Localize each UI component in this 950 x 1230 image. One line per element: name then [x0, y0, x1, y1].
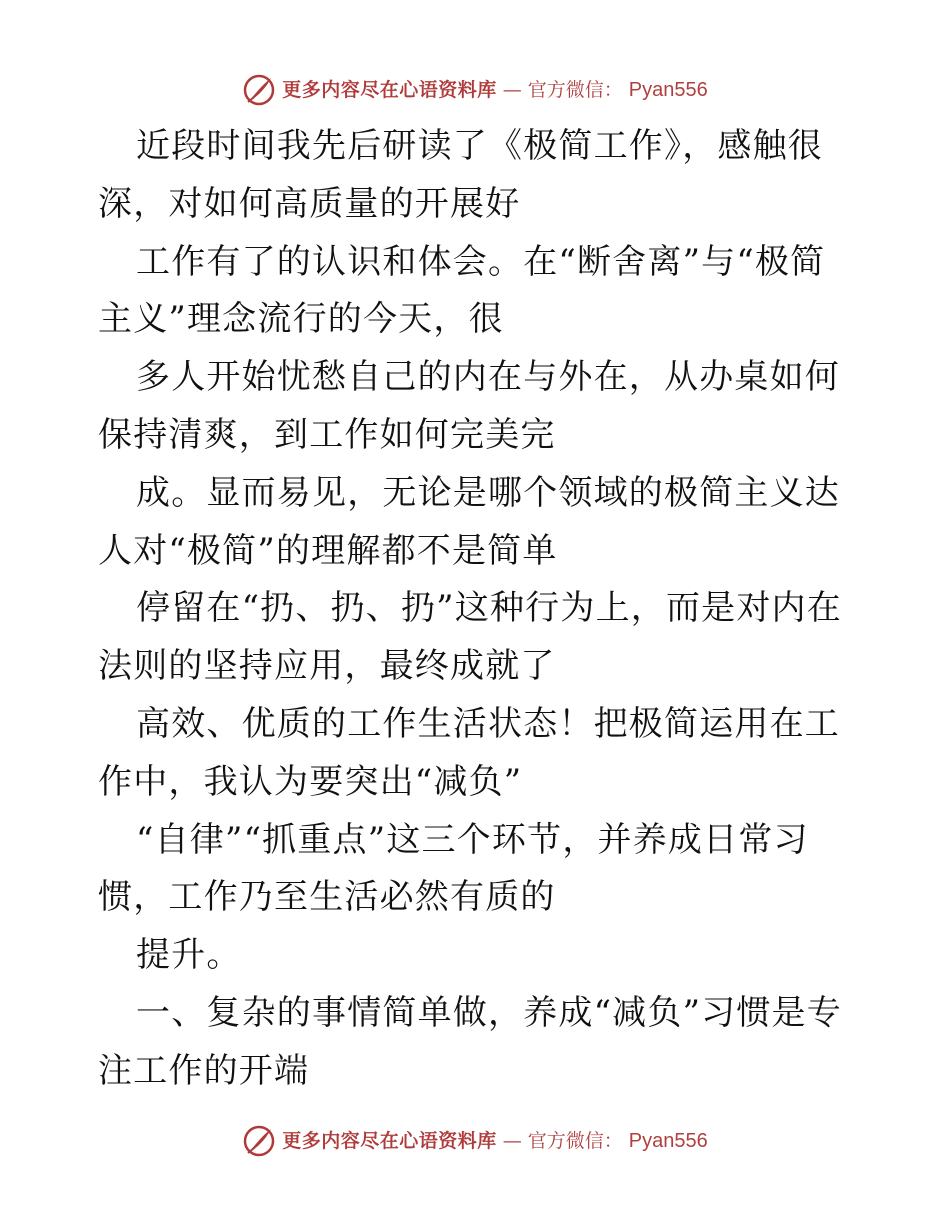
paragraph-4 [98, 465, 853, 581]
paragraph-5-line-1: 停留在“扔、扔、扔”这种行为上，而是对内在 [136, 588, 842, 629]
paragraph-8-line-1: 提升。 [136, 935, 242, 976]
paragraph-6 [98, 696, 853, 812]
paragraph-7-line-1: “自律”“抓重点”这三个环节，并养成日常习 [136, 819, 809, 860]
paragraph-4-line-1: 成。显而易见，无论是哪个领域的极简主义达人 [98, 472, 840, 571]
document-body [98, 118, 853, 1101]
paragraph-5 [98, 580, 853, 696]
watermark-separator: — [502, 1129, 522, 1152]
paragraph-3-line-2: 持清爽，到工作如何完美完 [133, 414, 556, 455]
paragraph-6-line-1: 高效、优质的工作生活状态！把极简运用在工作 [98, 703, 840, 802]
paragraph-9 [98, 985, 853, 1101]
paragraph-7-line-2: 惯，工作乃至生活必然有质的 [98, 877, 556, 918]
paragraph-3 [98, 349, 853, 465]
paragraph-8 [98, 927, 853, 985]
paragraph-4-line-2: 对“极简”的理解都不是简单 [133, 530, 558, 571]
paragraph-1-line-2: 深，对如何高质量的开展好 [98, 183, 521, 224]
watermark-wechat-id: Pyan556 [628, 1130, 708, 1152]
paragraph-9-line-1: 一、复杂的事情简单做，养成“减负”习惯是专 [136, 992, 842, 1033]
paragraph-1-line-1: 近段时间我先后研读了《极简工作》，感触很 [136, 126, 823, 166]
paragraph-7 [98, 812, 853, 928]
watermark-separator: — [502, 78, 522, 101]
paragraph-9-line-2: 注工作的开端 [98, 1050, 310, 1091]
footer-watermark [0, 1121, 950, 1161]
watermark-brand: 更多内容尽在心语资料库 [282, 78, 497, 101]
quill-pen-logo-icon [242, 73, 276, 107]
paragraph-2-line-2: 主义”理念流行的今天，很 [98, 299, 504, 340]
header-watermark [0, 70, 950, 110]
paragraph-1 [98, 118, 853, 234]
paragraph-6-line-2: 中，我认为要突出“减负” [133, 761, 523, 802]
paragraph-3-line-1: 多人开始忧愁自己的内在与外在，从办桌如何保 [98, 357, 840, 455]
paragraph-2-line-1: 工作有了的认识和体会。在“断舍离”与“极简 [136, 241, 826, 282]
watermark-brand: 更多内容尽在心语资料库 [282, 1129, 497, 1152]
watermark-wechat-id: Pyan556 [628, 79, 708, 101]
paragraph-2 [98, 234, 853, 350]
watermark-label: 官方微信： [527, 1129, 623, 1152]
paragraph-5-line-2: 法则的坚持应用，最终成就了 [98, 646, 556, 687]
watermark-label: 官方微信： [527, 78, 623, 101]
quill-pen-logo-icon [242, 1124, 276, 1158]
